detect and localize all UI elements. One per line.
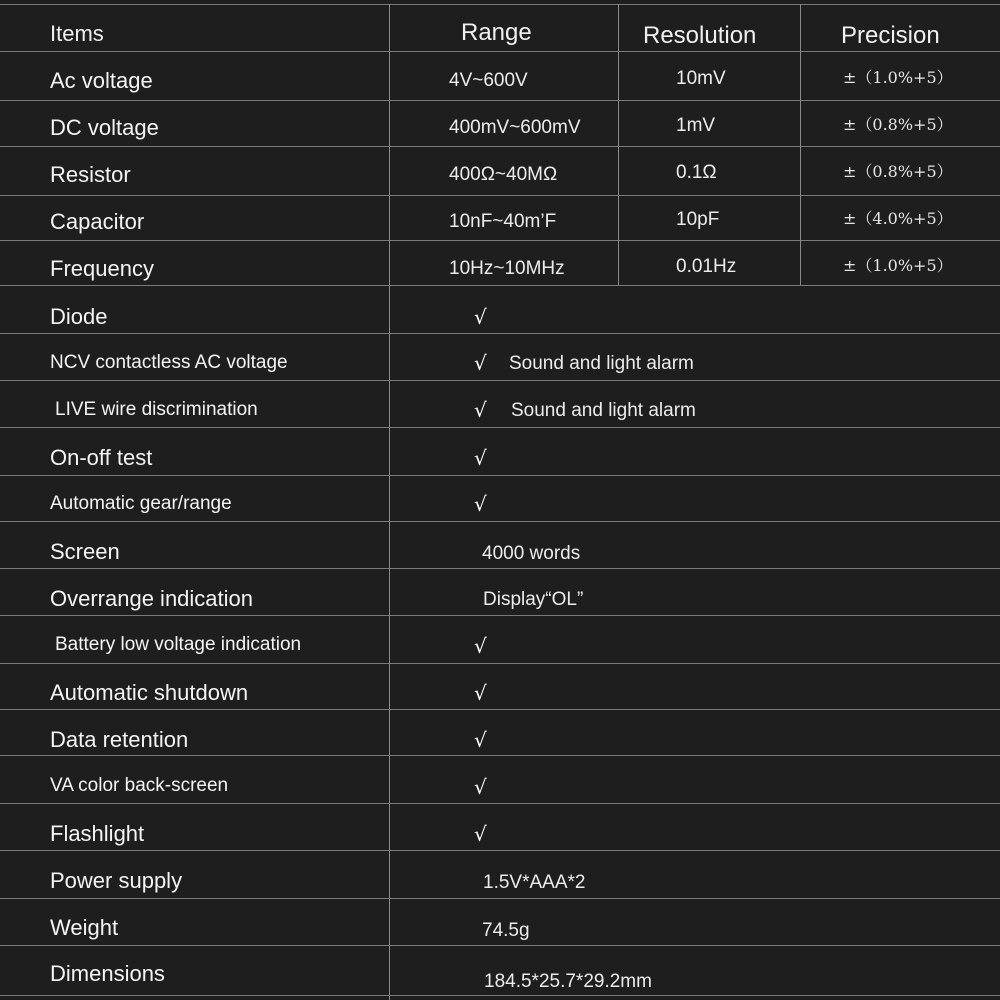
checkmark-icon: √ — [474, 446, 487, 470]
checkmark-icon: √ — [474, 305, 487, 329]
row-divider — [0, 615, 1000, 616]
header-resolution: Resolution — [643, 22, 757, 49]
feature-label: Dimensions — [50, 961, 165, 986]
precision-value: ±（0.8%+5） — [843, 162, 953, 181]
feature-note: 184.5*25.7*29.2mm — [484, 971, 652, 992]
feature-label: Data retention — [50, 727, 189, 752]
checkmark-icon: √ — [474, 351, 487, 375]
resolution-value: 0.01Hz — [676, 256, 737, 277]
checkmark-icon: √ — [474, 492, 487, 516]
row-divider — [0, 709, 1000, 710]
precision-value: ±（1.0%+5） — [843, 68, 953, 87]
feature-label: Overrange indication — [50, 586, 254, 611]
feature-label: Power supply — [50, 868, 183, 893]
range-value: 4V~600V — [449, 70, 528, 91]
checkmark-icon: √ — [474, 681, 487, 705]
row-divider — [0, 4, 1000, 5]
feature-label: LIVE wire discrimination — [55, 399, 258, 420]
header-range: Range — [461, 19, 532, 46]
range-value: 400Ω~40MΩ — [449, 164, 558, 185]
item-label: Resistor — [50, 162, 131, 187]
range-value: 10nF~40m’F — [449, 211, 557, 232]
precision-value: ±（4.0%+5） — [843, 209, 953, 228]
row-divider — [0, 195, 1000, 196]
row-divider — [0, 427, 1000, 428]
column-divider — [618, 4, 619, 285]
checkmark-icon: √ — [474, 634, 487, 658]
row-divider — [0, 333, 1000, 334]
feature-note: 74.5g — [482, 920, 530, 941]
feature-note: Sound and light alarm — [511, 400, 696, 421]
item-label: Capacitor — [50, 209, 145, 234]
checkmark-icon: √ — [474, 822, 487, 846]
row-divider — [0, 945, 1000, 946]
feature-label: Battery low voltage indication — [55, 634, 302, 655]
item-label: Frequency — [50, 256, 154, 281]
feature-note: 4000 words — [482, 543, 581, 564]
item-label: Ac voltage — [50, 68, 153, 93]
checkmark-icon: √ — [474, 728, 487, 752]
row-divider — [0, 898, 1000, 899]
row-divider — [0, 285, 1000, 286]
resolution-value: 10pF — [676, 209, 720, 230]
row-divider — [0, 521, 1000, 522]
row-divider — [0, 475, 1000, 476]
row-divider — [0, 380, 1000, 381]
row-divider — [0, 803, 1000, 804]
feature-label: Automatic shutdown — [50, 680, 249, 705]
range-value: 10Hz~10MHz — [449, 258, 565, 279]
column-divider — [389, 4, 390, 1000]
feature-label: On-off test — [50, 445, 153, 470]
feature-label: Automatic gear/range — [50, 493, 232, 514]
feature-label: Flashlight — [50, 821, 145, 846]
feature-label: Screen — [50, 539, 120, 564]
row-divider — [0, 755, 1000, 756]
feature-label: Weight — [50, 915, 119, 940]
feature-label: VA color back-screen — [50, 775, 229, 796]
row-divider — [0, 146, 1000, 147]
checkmark-icon: √ — [474, 775, 487, 799]
feature-label: NCV contactless AC voltage — [50, 352, 288, 373]
precision-value: ±（1.0%+5） — [843, 256, 953, 275]
feature-note: Display“OL” — [483, 589, 584, 610]
feature-note: Sound and light alarm — [509, 353, 694, 374]
resolution-value: 1mV — [676, 115, 716, 136]
item-label: DC voltage — [50, 115, 159, 140]
row-divider — [0, 995, 1000, 996]
row-divider — [0, 51, 1000, 52]
resolution-value: 0.1Ω — [676, 162, 717, 183]
feature-note: 1.5V*AAA*2 — [483, 872, 586, 893]
row-divider — [0, 850, 1000, 851]
feature-label: Diode — [50, 304, 108, 329]
checkmark-icon: √ — [474, 398, 487, 422]
column-divider — [800, 4, 801, 285]
row-divider — [0, 663, 1000, 664]
header-items: Items — [50, 21, 104, 46]
header-precision: Precision — [841, 22, 940, 49]
row-divider — [0, 100, 1000, 101]
resolution-value: 10mV — [676, 68, 726, 89]
row-divider — [0, 240, 1000, 241]
range-value: 400mV~600mV — [449, 117, 581, 138]
precision-value: ±（0.8%+5） — [843, 115, 953, 134]
row-divider — [0, 568, 1000, 569]
